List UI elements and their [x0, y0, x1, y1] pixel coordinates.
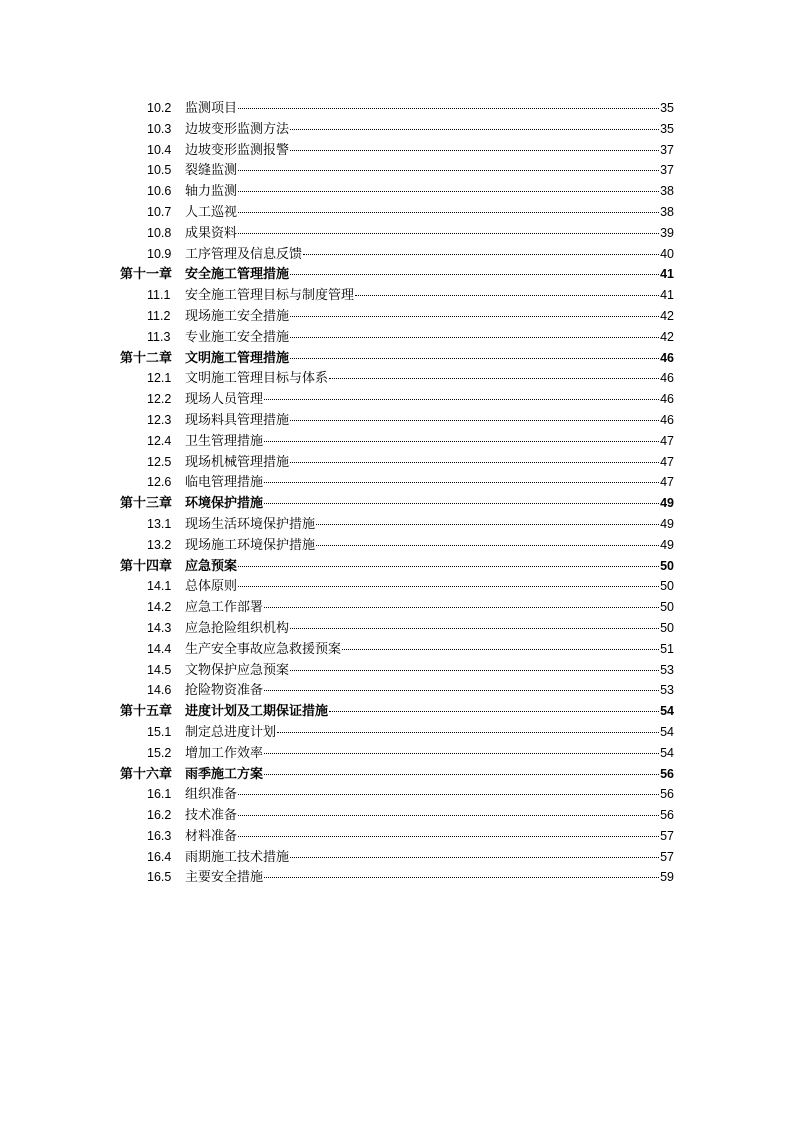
- toc-dot-leader: [238, 170, 659, 171]
- toc-entry-page-number: 46: [660, 350, 674, 365]
- toc-entry-number: 14.5: [147, 662, 172, 677]
- toc-entry-page-number: 42: [660, 329, 674, 344]
- toc-entry-page-number: 38: [660, 204, 674, 219]
- toc-entry-page-number: 49: [660, 516, 674, 531]
- toc-entry-number: 10.3: [147, 121, 172, 136]
- toc-entry-number: 10.4: [147, 142, 172, 157]
- toc-entry-number: 16.2: [147, 808, 172, 823]
- toc-entry-title: 成果资料: [185, 225, 238, 241]
- toc-entry-title: 总体原则: [185, 579, 238, 595]
- toc-dot-leader: [264, 399, 659, 400]
- toc-section-entry[interactable]: [120, 181, 674, 202]
- toc-entry-number: 16.5: [147, 870, 172, 885]
- toc-entry-title: 技术准备: [185, 808, 238, 824]
- toc-dot-leader: [238, 233, 659, 234]
- toc-dot-leader: [238, 836, 659, 837]
- toc-dot-leader: [238, 191, 659, 192]
- toc-section-entry[interactable]: [120, 680, 674, 701]
- toc-entry-number: 第十五章: [120, 704, 173, 720]
- toc-entry-number: 15.2: [147, 745, 172, 760]
- toc-section-entry[interactable]: [120, 202, 674, 223]
- toc-section-entry[interactable]: [120, 784, 674, 805]
- toc-entry-title: 工序管理及信息反馈: [185, 246, 303, 262]
- toc-entry-page-number: 54: [660, 745, 674, 760]
- toc-entry-title: 增加工作效率: [185, 745, 264, 761]
- toc-chapter-entry[interactable]: [120, 348, 674, 369]
- toc-entry-title: 现场料具管理措施: [185, 412, 290, 428]
- toc-entry-number: 10.5: [147, 163, 172, 178]
- toc-entry-title: 雨期施工技术措施: [185, 849, 290, 865]
- toc-entry-number: 16.3: [147, 828, 172, 843]
- toc-section-entry[interactable]: [120, 847, 674, 868]
- toc-entry-number: 10.8: [147, 225, 172, 240]
- toc-dot-leader: [264, 482, 659, 483]
- toc-entry-number: 13.1: [147, 516, 172, 531]
- toc-entry-title: 文明施工管理目标与体系: [185, 371, 329, 387]
- table-of-contents: [120, 98, 674, 888]
- toc-entry-page-number: 35: [660, 101, 674, 115]
- toc-entry-number: 12.3: [147, 412, 172, 427]
- toc-entry-title: 制定总进度计划: [185, 724, 277, 740]
- toc-dot-leader: [290, 150, 659, 151]
- toc-section-entry[interactable]: [120, 597, 674, 618]
- toc-entry-page-number: 47: [660, 433, 674, 448]
- toc-entry-number: 14.2: [147, 600, 172, 615]
- toc-section-entry[interactable]: [120, 722, 674, 743]
- toc-entry-page-number: 37: [660, 142, 674, 157]
- toc-entry-page-number: 51: [660, 641, 674, 656]
- toc-entry-page-number: 40: [660, 246, 674, 261]
- toc-dot-leader: [238, 108, 659, 109]
- toc-entry-number: 10.9: [147, 246, 172, 261]
- toc-section-entry[interactable]: [120, 826, 674, 847]
- toc-dot-leader: [264, 877, 659, 878]
- toc-dot-leader: [342, 649, 659, 650]
- toc-entry-title: 边坡变形监测方法: [185, 121, 290, 137]
- toc-section-entry[interactable]: [120, 514, 674, 535]
- toc-entry-title: 现场施工安全措施: [185, 308, 290, 324]
- toc-entry-page-number: 46: [660, 412, 674, 427]
- toc-section-entry[interactable]: [120, 410, 674, 431]
- toc-entry-title: 人工巡视: [185, 204, 238, 220]
- toc-section-entry[interactable]: [120, 452, 674, 473]
- toc-entry-page-number: 39: [660, 225, 674, 240]
- toc-entry-number: 第十二章: [120, 350, 173, 366]
- toc-entry-number: 第十一章: [120, 267, 173, 283]
- toc-chapter-entry[interactable]: [120, 764, 674, 785]
- toc-dot-leader: [264, 503, 659, 504]
- toc-entry-number: 第十六章: [120, 766, 173, 782]
- toc-entry-number: 12.6: [147, 475, 172, 490]
- toc-entry-number: 11.2: [147, 308, 171, 323]
- toc-entry-title: 专业施工安全措施: [185, 329, 290, 345]
- toc-entry-number: 11.1: [147, 288, 171, 303]
- toc-entry-title: 裂缝监测: [185, 163, 238, 179]
- toc-entry-title: 现场机械管理措施: [185, 454, 290, 470]
- toc-entry-page-number: 50: [660, 620, 674, 635]
- toc-section-entry[interactable]: [120, 576, 674, 597]
- toc-entry-page-number: 57: [660, 849, 674, 864]
- toc-dot-leader: [290, 337, 659, 338]
- toc-entry-page-number: 50: [660, 558, 674, 573]
- toc-entry-page-number: 49: [660, 537, 674, 552]
- toc-entry-title: 现场施工环境保护措施: [185, 537, 316, 553]
- toc-entry-title: 材料准备: [185, 828, 238, 844]
- toc-entry-title: 现场人员管理: [185, 392, 264, 408]
- toc-dot-leader: [290, 628, 659, 629]
- toc-section-entry[interactable]: [120, 119, 674, 140]
- toc-entry-title: 现场生活环境保护措施: [185, 516, 316, 532]
- toc-entry-title: 文明施工管理措施: [185, 350, 290, 366]
- toc-entry-page-number: 37: [660, 163, 674, 178]
- toc-entry-page-number: 56: [660, 808, 674, 823]
- toc-entry-number: 14.3: [147, 620, 172, 635]
- toc-entry-page-number: 53: [660, 662, 674, 677]
- toc-entry-page-number: 47: [660, 475, 674, 490]
- toc-dot-leader: [290, 420, 659, 421]
- toc-chapter-entry[interactable]: [120, 493, 674, 514]
- toc-dot-leader: [290, 857, 659, 858]
- toc-entry-page-number: 54: [660, 724, 674, 739]
- toc-entry-title: 雨季施工方案: [185, 766, 264, 782]
- toc-entry-number: 14.4: [147, 641, 172, 656]
- toc-section-entry[interactable]: [120, 472, 674, 493]
- toc-entry-number: 14.1: [147, 579, 172, 594]
- toc-dot-leader: [316, 545, 659, 546]
- toc-entry-title: 进度计划及工期保证措施: [185, 704, 329, 720]
- toc-entry-page-number: 49: [660, 496, 674, 511]
- toc-section-entry[interactable]: [120, 223, 674, 244]
- toc-entry-number: 12.4: [147, 433, 172, 448]
- toc-section-entry[interactable]: [120, 867, 674, 888]
- toc-entry-title: 主要安全措施: [185, 870, 264, 886]
- toc-entry-number: 13.2: [147, 537, 172, 552]
- toc-section-entry[interactable]: [120, 327, 674, 348]
- toc-dot-leader: [290, 274, 659, 275]
- toc-dot-leader: [264, 774, 659, 775]
- toc-entry-title: 安全施工管理措施: [185, 267, 290, 283]
- toc-dot-leader: [290, 316, 659, 317]
- toc-dot-leader: [355, 295, 659, 296]
- toc-dot-leader: [290, 129, 659, 130]
- toc-entry-title: 组织准备: [185, 787, 238, 803]
- toc-entry-number: 10.6: [147, 184, 172, 199]
- toc-entry-number: 10.2: [147, 101, 172, 115]
- toc-dot-leader: [303, 254, 659, 255]
- toc-entry-number: 11.3: [147, 329, 171, 344]
- toc-entry-page-number: 41: [660, 288, 674, 303]
- toc-entry-title: 卫生管理措施: [185, 433, 264, 449]
- toc-section-entry[interactable]: [120, 618, 674, 639]
- toc-entry-page-number: 38: [660, 184, 674, 199]
- toc-entry-page-number: 57: [660, 828, 674, 843]
- toc-entry-page-number: 46: [660, 371, 674, 386]
- toc-entry-title: 应急预案: [185, 558, 238, 574]
- toc-dot-leader: [316, 524, 659, 525]
- toc-section-entry[interactable]: [120, 306, 674, 327]
- toc-entry-title: 监测项目: [185, 101, 238, 116]
- toc-dot-leader: [290, 670, 659, 671]
- toc-section-entry[interactable]: [120, 535, 674, 556]
- toc-section-entry[interactable]: [120, 140, 674, 161]
- toc-section-entry[interactable]: [120, 431, 674, 452]
- toc-entry-page-number: 56: [660, 787, 674, 802]
- toc-section-entry[interactable]: [120, 389, 674, 410]
- toc-entry-number: 12.2: [147, 392, 172, 407]
- toc-section-entry[interactable]: [120, 368, 674, 389]
- toc-entry-page-number: 50: [660, 579, 674, 594]
- toc-dot-leader: [277, 732, 659, 733]
- toc-entry-number: 12.5: [147, 454, 172, 469]
- toc-section-entry[interactable]: [120, 160, 674, 181]
- toc-dot-leader: [238, 794, 659, 795]
- toc-entry-number: 第十三章: [120, 496, 173, 512]
- toc-dot-leader: [264, 607, 659, 608]
- toc-entry-page-number: 54: [660, 704, 674, 719]
- toc-section-entry[interactable]: [120, 98, 674, 119]
- toc-section-entry[interactable]: [120, 639, 674, 660]
- toc-entry-page-number: 42: [660, 308, 674, 323]
- toc-entry-number: 第十四章: [120, 558, 173, 574]
- toc-entry-title: 抢险物资准备: [185, 683, 264, 699]
- toc-section-entry[interactable]: [120, 743, 674, 764]
- toc-entry-title: 环境保护措施: [185, 496, 264, 512]
- toc-entry-title: 应急工作部署: [185, 600, 264, 616]
- toc-dot-leader: [264, 441, 659, 442]
- toc-section-entry[interactable]: [120, 660, 674, 681]
- toc-entry-number: 12.1: [147, 371, 172, 386]
- toc-entry-number: 14.6: [147, 683, 172, 698]
- toc-chapter-entry[interactable]: [120, 556, 674, 577]
- toc-entry-title: 安全施工管理目标与制度管理: [185, 288, 355, 304]
- toc-entry-title: 生产安全事故应急救援预案: [185, 641, 342, 657]
- toc-entry-title: 边坡变形监测报警: [185, 142, 290, 158]
- toc-entry-title: 文物保护应急预案: [185, 662, 290, 678]
- toc-entry-page-number: 35: [660, 121, 674, 136]
- toc-entry-page-number: 50: [660, 600, 674, 615]
- toc-entry-title: 轴力监测: [185, 184, 238, 200]
- toc-entry-page-number: 41: [660, 267, 674, 282]
- toc-entry-number: 16.4: [147, 849, 172, 864]
- toc-dot-leader: [264, 690, 659, 691]
- toc-entry-page-number: 53: [660, 683, 674, 698]
- toc-entry-number: 10.7: [147, 204, 172, 219]
- toc-dot-leader: [290, 462, 659, 463]
- toc-dot-leader: [329, 711, 659, 712]
- toc-dot-leader: [264, 753, 659, 754]
- toc-chapter-entry[interactable]: [120, 701, 674, 722]
- toc-section-entry[interactable]: [120, 285, 674, 306]
- toc-entry-page-number: 59: [660, 870, 674, 885]
- toc-entry-page-number: 47: [660, 454, 674, 469]
- toc-entry-number: 16.1: [147, 787, 172, 802]
- toc-dot-leader: [238, 586, 659, 587]
- toc-entry-title: 临电管理措施: [185, 475, 264, 491]
- toc-dot-leader: [238, 815, 659, 816]
- toc-entry-page-number: 56: [660, 766, 674, 781]
- toc-entry-number: 15.1: [147, 724, 172, 739]
- toc-entry-title: 应急抢险组织机构: [185, 620, 290, 636]
- toc-dot-leader: [238, 566, 659, 567]
- toc-section-entry[interactable]: [120, 244, 674, 265]
- toc-chapter-entry[interactable]: [120, 264, 674, 285]
- toc-dot-leader: [329, 378, 659, 379]
- toc-entry-page-number: 46: [660, 392, 674, 407]
- toc-dot-leader: [290, 358, 659, 359]
- toc-dot-leader: [238, 212, 659, 213]
- toc-section-entry[interactable]: [120, 805, 674, 826]
